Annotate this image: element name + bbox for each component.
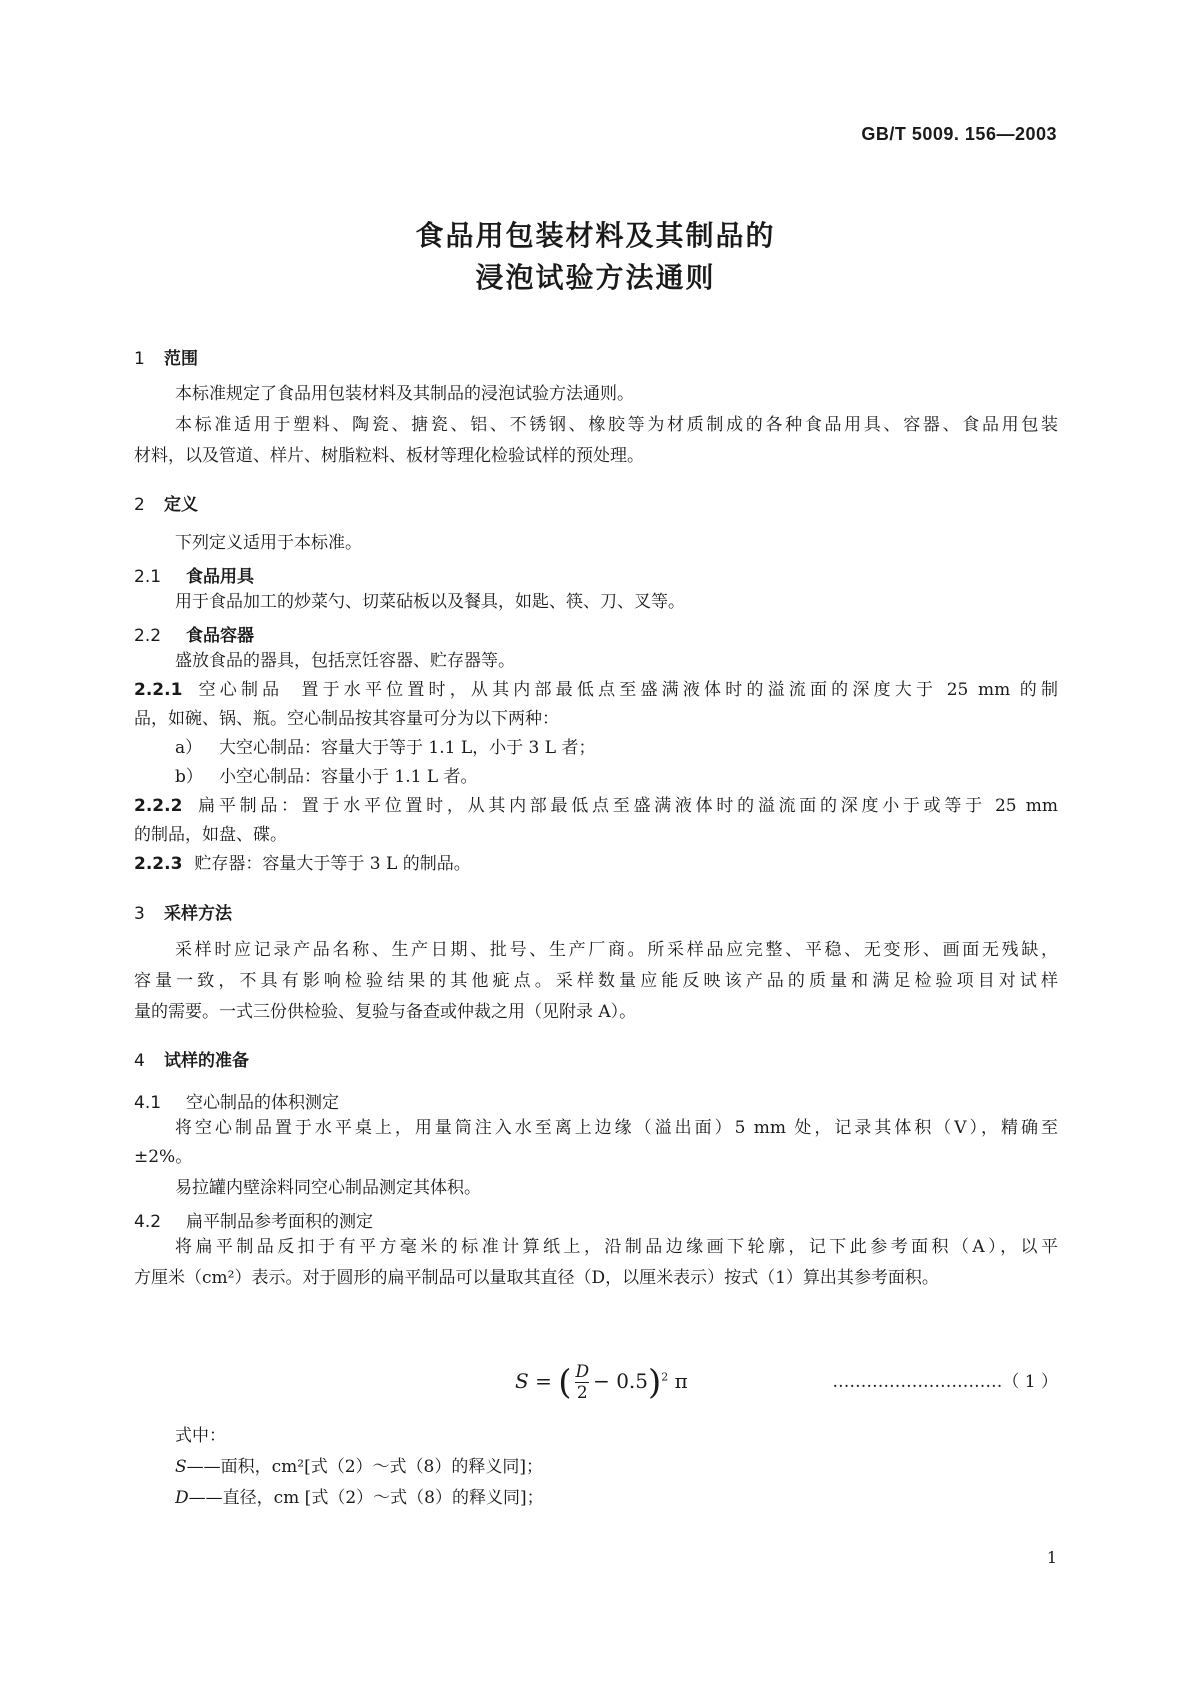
list-text: 大空心制品：容量大于等于 1.1 L，小于 3 L 者； — [219, 738, 596, 758]
section-number: 2 — [134, 495, 145, 515]
subsection-4-2-heading — [134, 1207, 373, 1232]
subsection-2-2-3 — [134, 853, 1058, 875]
list-item-a — [175, 737, 1099, 759]
subsection-title: 空心制品的体积测定 — [186, 1093, 339, 1113]
list-text: 小空心制品：容量小于 1.1 L 者。 — [219, 767, 478, 787]
subsection-number: 2.2.1 — [134, 680, 183, 700]
formula-pi: π — [674, 1369, 688, 1393]
subsection-2-2-2-line1 — [134, 795, 1058, 817]
section-title: 采样方法 — [164, 904, 232, 924]
section-4-heading — [134, 1046, 249, 1071]
formula-equals: = — [535, 1369, 552, 1393]
formula-fraction — [575, 1362, 589, 1403]
subsection-number: 2.2.2 — [134, 796, 183, 816]
formula-minus-constant: − 0.5 — [593, 1369, 649, 1393]
list-item-b — [175, 766, 1099, 788]
sec4-1-line3: 易拉罐内壁涂料同空心制品测定其体积。 — [175, 1178, 481, 1198]
sec4-2-line2: 方厘米（cm²）表示。对于圆形的扁平制品可以量取其直径（D，以厘米表示）按式（1）算出其参考面积。 — [134, 1268, 939, 1288]
sec3-line1: 采样时应记录产品名称、生产日期、批号、生产厂商。所采样品应完整、平稳、无变形、画面无残缺， — [175, 940, 1058, 960]
subsection-2-2-1-line1 — [134, 679, 1058, 701]
subsection-2-1-text: 用于食品加工的炒菜勺、切菜砧板以及餐具，如匙、筷、刀、叉等。 — [175, 592, 685, 612]
sec1-paragraph-2-line2: 材料，以及管道、样片、树脂粒料、板材等理化检验试样的预处理。 — [134, 446, 644, 466]
section-number: 3 — [134, 904, 145, 924]
sec1-paragraph-2-line1: 本标准适用于塑料、陶瓷、搪瓷、铝、不锈钢、橡胶等为材质制成的各种食品用具、容器、食品用包装 — [175, 415, 1058, 435]
formula-lhs: S — [515, 1369, 529, 1393]
variable: D — [175, 1488, 189, 1508]
formula-right-paren: ) — [648, 1362, 662, 1403]
subsection-2-2-heading — [134, 621, 254, 646]
section-1-heading — [134, 344, 198, 369]
subsection-number: 2.2 — [134, 626, 162, 646]
subsection-number: 2.1 — [134, 567, 162, 587]
subsection-2-2-1-line2: 品，如碗、锅、瓶。空心制品按其容量可分为以下两种： — [134, 709, 559, 729]
section-2-heading — [134, 490, 198, 515]
page-number: 1 — [1046, 1548, 1057, 1567]
definition: 置于水平位置时，从其内部最低点至盛满液体时的溢流面的深度大于 25 mm 的制 — [301, 680, 1058, 700]
subsection-title: 食品容器 — [186, 626, 254, 646]
sec4-1-line2: ±2%。 — [134, 1147, 193, 1167]
variable: S — [175, 1457, 187, 1477]
subsection-number: 2.2.3 — [134, 854, 183, 874]
section-number: 1 — [134, 349, 145, 369]
formula-left-paren: ( — [558, 1362, 572, 1403]
document-title-line2: 浸泡试验方法通则 — [475, 261, 716, 294]
subsection-title: 食品用具 — [186, 567, 254, 587]
sec2-intro: 下列定义适用于本标准。 — [175, 533, 362, 553]
sec1-paragraph-1: 本标准规定了食品用包装材料及其制品的浸泡试验方法通则。 — [175, 384, 634, 404]
sec3-line2: 容量一致，不具有影响检验结果的其他疵点。采样数量应能反映该产品的质量和满足检验项目对试样 — [134, 971, 1058, 991]
section-title: 试样的准备 — [164, 1051, 249, 1071]
subsection-2-2-2-line2: 的制品，如盘、碟。 — [134, 825, 287, 845]
section-number: 4 — [134, 1051, 145, 1071]
where-d — [175, 1487, 1058, 1509]
sec4-2-line1: 将扁平制品反扣于有平方毫米的标准计算纸上，沿制品边缘画下轮廓，记下此参考面积（A），以平 — [175, 1237, 1058, 1257]
subsection-2-1-heading — [134, 562, 254, 587]
list-label: b） — [175, 767, 203, 787]
term: 空心制品 — [194, 680, 284, 700]
where-label: 式中： — [175, 1426, 226, 1446]
subsection-number: 4.1 — [134, 1093, 162, 1113]
where-s — [175, 1456, 1058, 1478]
variable-definition: ——直径，cm [式（2）～式（8）的释义同]； — [188, 1488, 544, 1508]
subsection-2-2-text: 盛放食品的器具，包括烹饪容器、贮存器等。 — [175, 651, 515, 671]
list-label: a） — [175, 738, 203, 758]
section-title: 定义 — [164, 495, 198, 515]
section-title: 范围 — [164, 349, 198, 369]
subsection-4-1-heading — [134, 1088, 339, 1113]
standard-code: GB/T 5009. 156—2003 — [861, 124, 1057, 144]
variable-definition: ——面积，cm²[式（2）～式（8）的释义同]； — [186, 1457, 544, 1477]
definition: 贮存器：容量大于等于 3 L 的制品。 — [194, 854, 471, 874]
sec3-line3: 量的需要。一式三份供检验、复验与备查或仲裁之用（见附录 A）。 — [134, 1002, 637, 1022]
formula-1 — [515, 1362, 688, 1403]
section-3-heading — [134, 899, 232, 924]
definition: 扁平制品：置于水平位置时，从其内部最低点至盛满液体时的溢流面的深度小于或等于 25 mm — [194, 796, 1058, 816]
formula-1-number: …………………………（ 1 ） — [832, 1372, 1058, 1392]
formula-denominator: 2 — [576, 1383, 588, 1403]
subsection-number: 4.2 — [134, 1212, 162, 1232]
formula-numerator: D — [575, 1362, 590, 1382]
subsection-title: 扁平制品参考面积的测定 — [186, 1212, 373, 1232]
sec4-1-line1: 将空心制品置于水平桌上，用量筒注入水至离上边缘（溢出面）5 mm 处，记录其体积（V），精确至 — [175, 1118, 1058, 1138]
formula-exponent: 2 — [661, 1370, 669, 1384]
document-title-line1: 食品用包装材料及其制品的 — [415, 219, 776, 252]
